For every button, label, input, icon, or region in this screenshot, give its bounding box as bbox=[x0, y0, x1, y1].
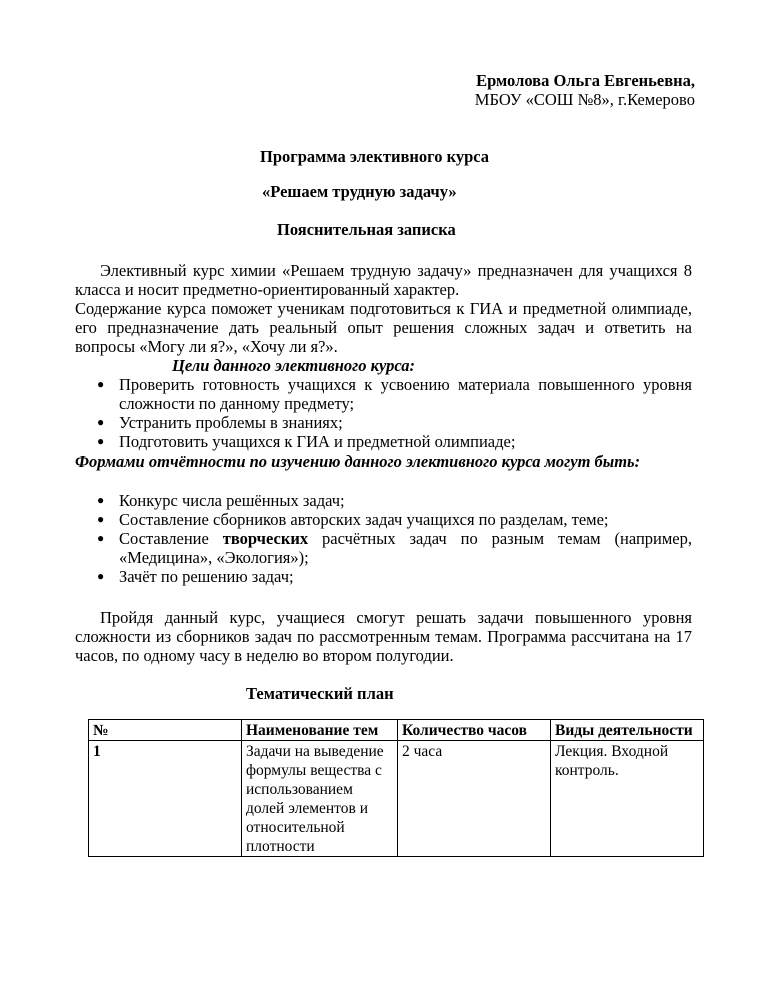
plan-table bbox=[88, 719, 704, 857]
intro-paragraph-2: Содержание курса поможет ученикам подготовиться к ГИА и предметной олимпиаде, его предназначение дать реальный опыт решения сложных задач и ответить на вопросы «Могу ли я?», «Хочу ли я?». bbox=[75, 299, 692, 356]
bold-word: творческих bbox=[222, 529, 309, 548]
intro-paragraph-1: Элективный курс химии «Решаем трудную задачу» предназначен для учащихся 8 класса и носит предметно-ориентированный характер. bbox=[75, 261, 692, 299]
author-block bbox=[475, 71, 695, 109]
row-hours: 2 часа bbox=[398, 741, 551, 857]
author-name: Ермолова Ольга Евгеньевна, bbox=[476, 71, 695, 90]
table-header-row bbox=[89, 720, 704, 741]
row-topic: Задачи на выведение формулы вещества с использованием долей элементов и относительной плотности bbox=[242, 741, 398, 857]
list-item: ● Проверить готовность учащихся к усвоению материала повышенного уровня сложности по данному предмету; bbox=[97, 375, 692, 413]
bullet-icon: ● bbox=[97, 415, 105, 429]
course-title: «Решаем трудную задачу» bbox=[262, 182, 457, 201]
note-title: Пояснительная записка bbox=[277, 220, 456, 239]
list-item: ● Составление сборников авторских задач учащихся по разделам, теме; bbox=[97, 510, 609, 529]
author-school: МБОУ «СОШ №8», г.Кемерово bbox=[474, 90, 695, 109]
bullet-icon: ● bbox=[97, 512, 105, 526]
bullet-icon: ● bbox=[97, 434, 105, 448]
list-item: ● Зачёт по решению задач; bbox=[97, 567, 294, 586]
header-topic: Наименование тем bbox=[242, 720, 398, 741]
table-row bbox=[89, 741, 704, 857]
list-item: ● Подготовить учащихся к ГИА и предметной олимпиаде; bbox=[97, 432, 516, 451]
program-title: Программа элективного курса bbox=[260, 147, 490, 166]
bullet-icon: ● bbox=[97, 377, 105, 391]
forms-list bbox=[75, 491, 692, 586]
bullet-icon: ● bbox=[97, 531, 105, 545]
row-activity: Лекция. Входной контроль. bbox=[551, 741, 704, 857]
list-item: ● Составление творческих расчётных задач по разным темам (например, «Медицина», «Экология»); bbox=[97, 529, 693, 567]
row-number: 1 bbox=[89, 741, 242, 857]
list-item: ● Устранить проблемы в знаниях; bbox=[97, 413, 343, 432]
header-number: № bbox=[89, 720, 242, 741]
goals-title: Цели данного элективного курса: bbox=[172, 356, 415, 375]
goals-list bbox=[75, 375, 692, 451]
bullet-icon: ● bbox=[97, 569, 105, 583]
list-item: ● Конкурс числа решённых задач; bbox=[97, 491, 345, 510]
bullet-icon: ● bbox=[97, 493, 105, 507]
forms-title: Формами отчётности по изучению данного элективного курса могут быть: bbox=[75, 452, 641, 471]
header-activity: Виды деятельности bbox=[551, 720, 704, 741]
summary-paragraph: Пройдя данный курс, учащиеся смогут решать задачи повышенного уровня сложности из сборников задач по рассмотренным темам. Программа рассчитана на 17 часов, по одному часу в неделю во втором полугодии. bbox=[75, 608, 692, 665]
header-hours: Количество часов bbox=[398, 720, 551, 741]
plan-title: Тематический план bbox=[246, 684, 394, 703]
